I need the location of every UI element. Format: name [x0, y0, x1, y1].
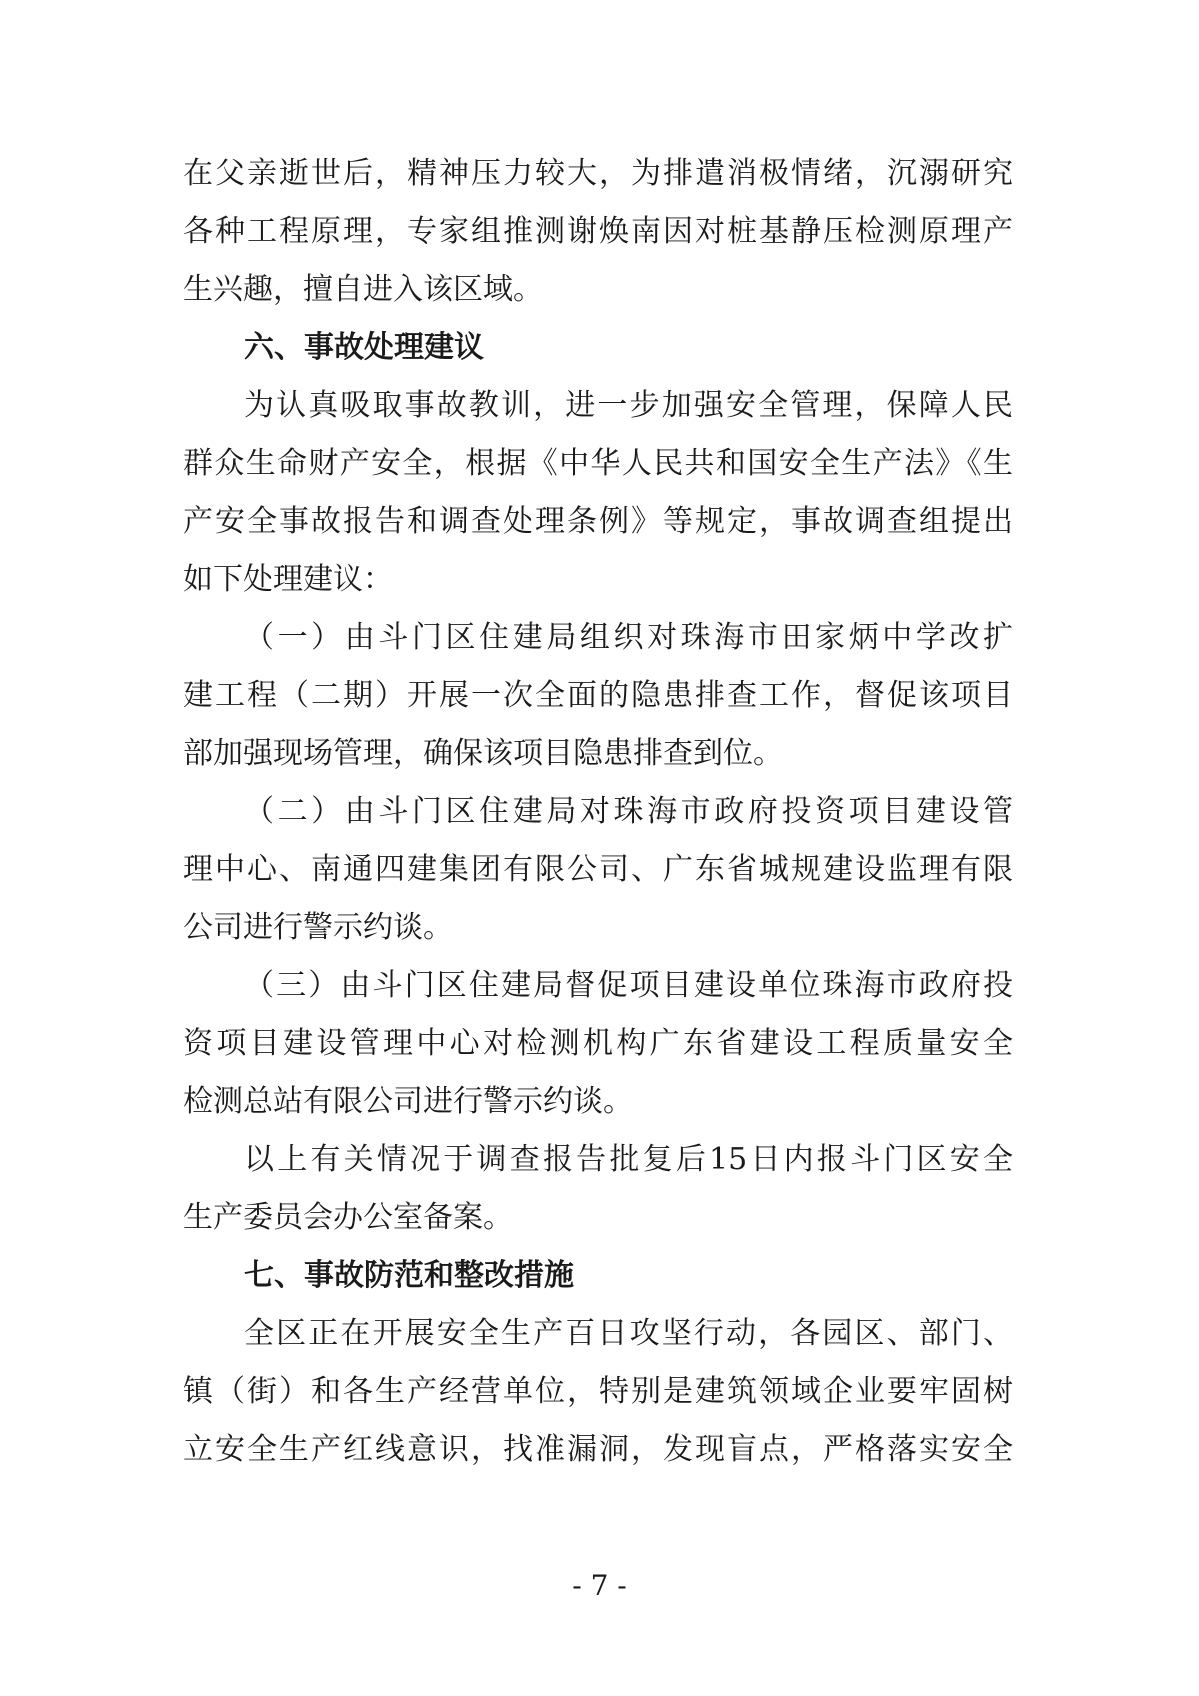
text-line: （三）由斗门区住建局督促项目建设单位珠海市政府投 [244, 968, 1013, 1003]
text-line: 理中心、南通四建集团有限公司、广东省城规建设监理有限 [183, 852, 1013, 887]
text-line: 公司进行警示约谈。 [183, 910, 453, 945]
text-line: 立安全生产红线意识，找准漏洞，发现盲点，严格落实安全 [183, 1432, 1013, 1467]
text-line: 在父亲逝世后，精神压力较大，为排遣消极情绪，沉溺研究 [183, 156, 1013, 191]
text-line: 以上有关情况于调查报告批复后15日内报斗门区安全 [244, 1142, 1013, 1177]
text-line: （二）由斗门区住建局对珠海市政府投资项目建设管 [244, 794, 1013, 829]
section-heading-7: 七、事故防范和整改措施 [244, 1258, 574, 1293]
text-line: 生兴趣，擅自进入该区域。 [183, 272, 543, 307]
text-line: 如下处理建议： [183, 562, 393, 597]
page-number: - 7 - [572, 1569, 627, 1602]
text-line: 生产委员会办公室备案。 [183, 1200, 513, 1235]
text-line: 检测总站有限公司进行警示约谈。 [183, 1084, 633, 1119]
text-line: 建工程（二期）开展一次全面的隐患排查工作，督促该项目 [183, 678, 1013, 713]
text-line: 各种工程原理，专家组推测谢焕南因对桩基静压检测原理产 [183, 214, 1013, 249]
text-line: 为认真吸取事故教训，进一步加强安全管理，保障人民 [244, 388, 1013, 423]
text-line: 全区正在开展安全生产百日攻坚行动，各园区、部门、 [244, 1316, 1013, 1351]
text-line: 部加强现场管理，确保该项目隐患排查到位。 [183, 736, 783, 771]
text-line: 资项目建设管理中心对检测机构广东省建设工程质量安全 [183, 1026, 1013, 1061]
text-line: 群众生命财产安全，根据《中华人民共和国安全生产法》《生 [183, 446, 1013, 481]
text-line: 产安全事故报告和调查处理条例》等规定，事故调查组提出 [183, 504, 1013, 539]
text-line: （一）由斗门区住建局组织对珠海市田家炳中学改扩 [244, 620, 1013, 655]
section-heading-6: 六、事故处理建议 [244, 330, 484, 365]
text-line: 镇（街）和各生产经营单位，特别是建筑领域企业要牢固树 [183, 1374, 1013, 1409]
